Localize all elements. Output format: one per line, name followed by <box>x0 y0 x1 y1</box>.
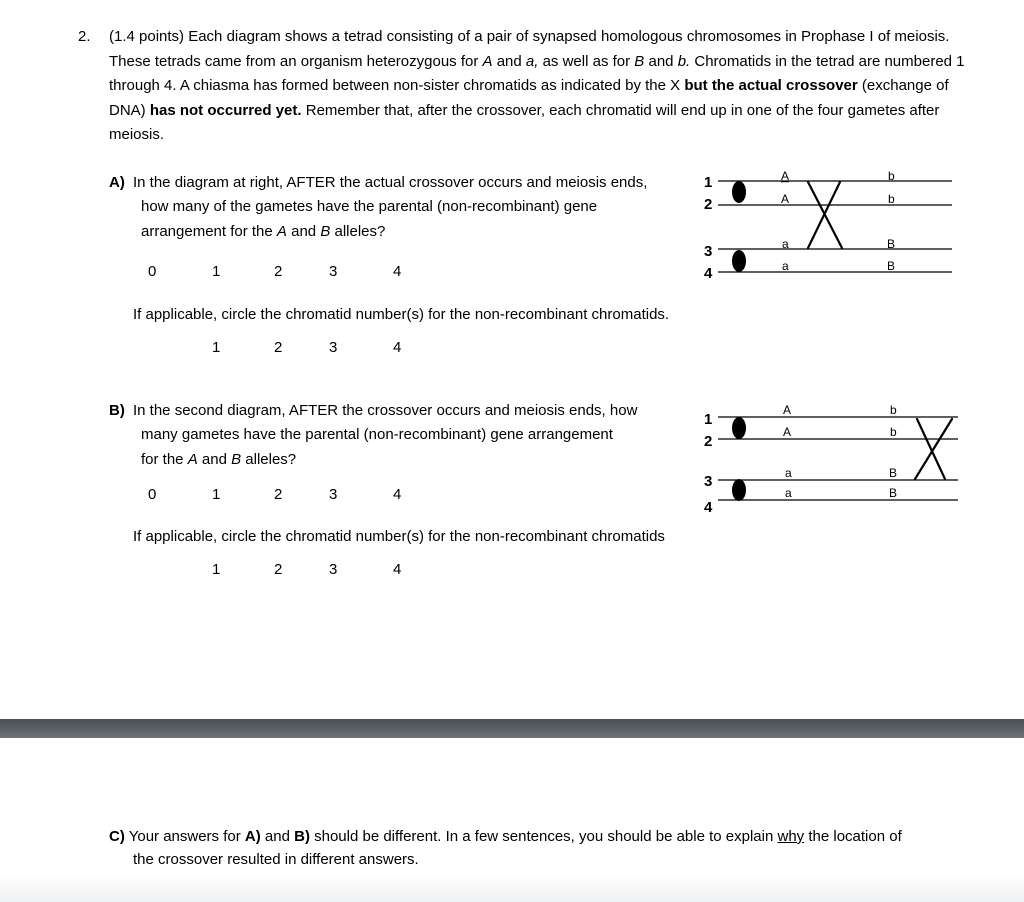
chromatid-number: 1 <box>704 174 713 191</box>
centromere <box>732 181 746 203</box>
part-a-circle-prompt: If applicable, circle the chromatid number(s) for the non-recombinant chromatids. <box>133 306 670 323</box>
part-b-count-option[interactable]: 2 <box>274 486 283 503</box>
part-a-count-option[interactable]: 3 <box>329 263 338 280</box>
intro-text-run: (exchange of DNA) <box>109 77 949 119</box>
allele-label: B <box>889 486 898 500</box>
part-b-circle-prompt: If applicable, circle the chromatid number(s) for the non-recombinant chromatids <box>133 528 665 545</box>
page-divider <box>0 719 1024 738</box>
chromatid-number: 1 <box>704 411 713 428</box>
question-intro-text <box>109 28 965 143</box>
tetrad-diagram-b <box>690 395 965 520</box>
question-points: (1.4 points) <box>109 28 185 45</box>
question-intro <box>109 25 979 148</box>
part-b-chromatid-option[interactable]: 4 <box>393 561 402 578</box>
allele-label: a <box>785 466 792 480</box>
part-a-label: A) <box>109 174 125 191</box>
allele-label: A <box>783 403 792 417</box>
allele-label: b <box>888 169 895 183</box>
allele-label: A <box>783 425 792 439</box>
chromatid-number: 2 <box>704 433 713 450</box>
part-b-count-option[interactable]: 1 <box>212 486 221 503</box>
intro-text-run: as well as for <box>538 52 635 70</box>
chromatid-number: 2 <box>704 196 713 213</box>
part-b-chromatid-option[interactable]: 3 <box>329 561 338 578</box>
part-a-count-option[interactable]: 0 <box>148 263 157 280</box>
part-c-line1: C) Your answers for A) and B) should be different. In a few sentences, you should be able to explain why the location of <box>109 828 902 845</box>
part-a-count-option[interactable]: 2 <box>274 263 283 280</box>
allele-label: b <box>888 192 895 206</box>
part-a-line1: In the diagram at right, AFTER the actual crossover occurs and meiosis ends, <box>133 174 648 191</box>
tetrad-diagram-a <box>690 160 965 285</box>
part-b-count-option[interactable]: 3 <box>329 486 338 503</box>
question-number: 2. <box>78 28 91 45</box>
intro-text-run: A <box>482 52 493 70</box>
intro-text-run: b. <box>677 52 691 70</box>
allele-label: a <box>785 486 792 500</box>
part-a-line3: arrangement for the A and B alleles? <box>141 223 386 240</box>
intro-text-run: a, <box>525 52 539 70</box>
allele-label: b <box>890 425 897 439</box>
intro-text-run: and <box>492 52 526 70</box>
part-b-line2: many gametes have the parental (non-recombinant) gene arrangement <box>141 426 613 443</box>
part-a-count-option[interactable]: 1 <box>212 263 221 280</box>
why-underlined: why <box>777 828 805 845</box>
allele-label: B <box>889 466 898 480</box>
intro-text-run: Chromatids in the tetrad are numbered 1 through 4. A chiasma has formed between non-sister chromatids as indicated by the X <box>109 52 965 94</box>
centromere <box>732 479 746 501</box>
chromatid-number: 3 <box>704 243 713 260</box>
chromatid-number: 3 <box>704 473 713 490</box>
chromatid-number: 4 <box>704 265 713 282</box>
allele-label: A <box>781 192 790 206</box>
part-b-chromatid-option[interactable]: 2 <box>274 561 283 578</box>
part-a-count-option[interactable]: 4 <box>393 263 402 280</box>
intro-text-run: and <box>644 52 678 70</box>
bottom-shade <box>0 875 1024 902</box>
part-b-count-option[interactable]: 4 <box>393 486 402 503</box>
allele-label: b <box>890 403 897 417</box>
centromere <box>732 250 746 272</box>
allele-label: B <box>887 237 896 251</box>
part-b-count-option[interactable]: 0 <box>148 486 157 503</box>
intro-text-run: Remember that, after the crossover, each chromatid will end up in one of the four gametes after meiosis. <box>109 101 940 143</box>
intro-text-run: but the actual crossover <box>684 77 858 94</box>
centromere <box>732 417 746 439</box>
intro-text-run: has not occurred yet. <box>149 101 302 119</box>
chiasma-x <box>915 419 952 479</box>
allele-label: B <box>887 259 896 273</box>
part-b-line1: In the second diagram, AFTER the crossover occurs and meiosis ends, how <box>133 402 638 419</box>
intro-text-run: B <box>634 52 645 70</box>
part-c-label: C) <box>109 828 125 845</box>
part-c-line2: the crossover resulted in different answers. <box>133 851 419 868</box>
part-a-chromatid-option[interactable]: 4 <box>393 339 402 356</box>
part-b-label: B) <box>109 402 125 419</box>
allele-label: a <box>782 237 789 251</box>
allele-label: A <box>781 169 790 183</box>
intro-text-run: Each diagram shows a tetrad consisting of a pair of synapsed homologous chromosomes in Prophase I of meiosis. These tetrads came from an organism heterozygous for <box>109 28 950 70</box>
part-a-line2: how many of the gametes have the parental (non-recombinant) gene <box>141 198 598 215</box>
part-a-chromatid-option[interactable]: 1 <box>212 339 221 356</box>
chromatid-number: 4 <box>704 499 713 516</box>
part-b-chromatid-option[interactable]: 1 <box>212 561 221 578</box>
part-b-line3: for the A and B alleles? <box>141 451 297 468</box>
part-a-chromatid-option[interactable]: 2 <box>274 339 283 356</box>
allele-label: a <box>782 259 789 273</box>
chiasma-x <box>808 182 842 248</box>
part-a-chromatid-option[interactable]: 3 <box>329 339 338 356</box>
